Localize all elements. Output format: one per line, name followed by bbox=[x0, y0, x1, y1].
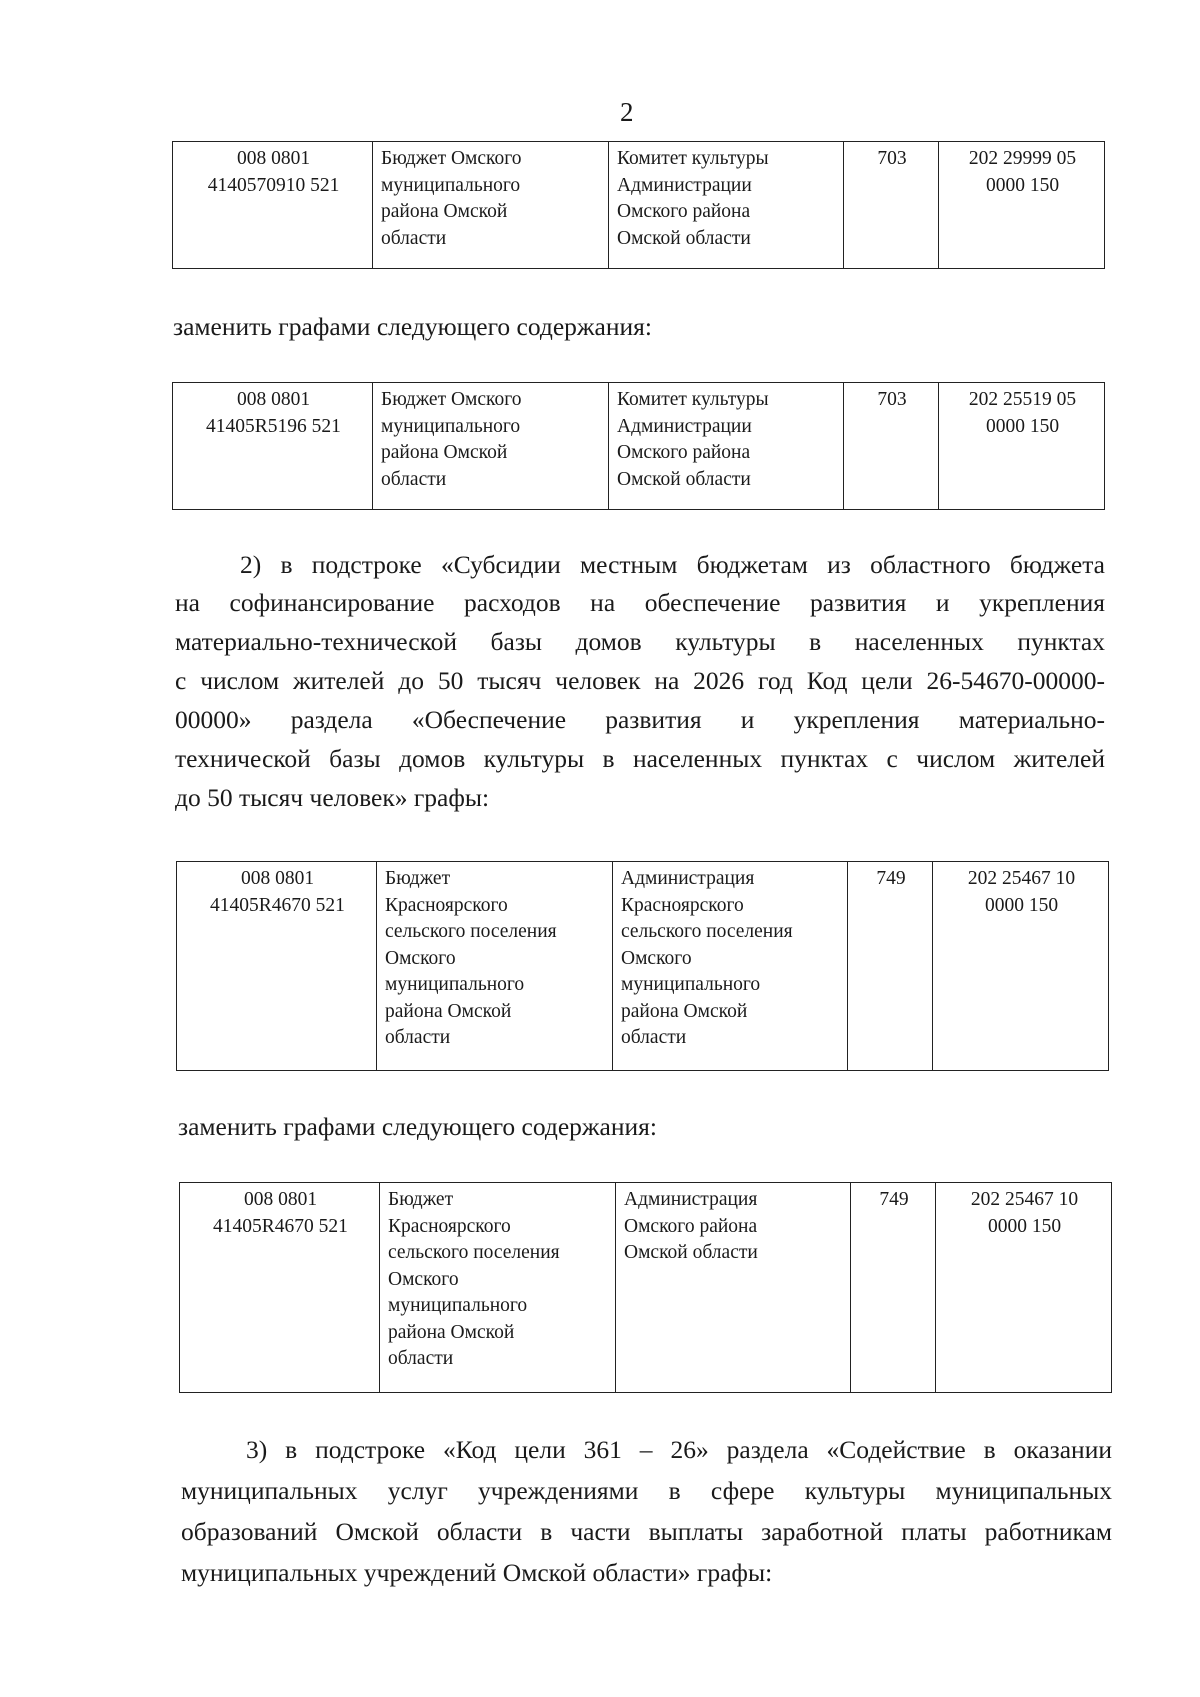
admin-cell: Администрация Красноярского сельского поселения Омского муниципального района Омской области bbox=[613, 862, 848, 1071]
paragraph-line: муниципальных учреждений Омской области» графы: bbox=[181, 1558, 773, 1587]
table-original-2 bbox=[176, 861, 1109, 1071]
table-row bbox=[173, 142, 1105, 269]
replace-text: заменить графами следующего содержания: bbox=[178, 1112, 657, 1141]
table-replacement-2 bbox=[179, 1182, 1112, 1393]
kbk-cell: 202 25467 10 0000 150 bbox=[936, 1183, 1112, 1393]
paragraph-line: технической базы домов культуры в населенных пунктах с числом жителей bbox=[175, 744, 1105, 773]
budget-cell: Бюджет Красноярского сельского поселения Омского муниципального района Омской области bbox=[377, 862, 613, 1071]
budget-cell: Бюджет Омского муниципального района Омской области bbox=[373, 142, 609, 269]
paragraph-line: с числом жителей до 50 тысяч человек на 2026 год Код цели 26-54670-00000- bbox=[175, 666, 1105, 695]
code-cell: 008 0801 41405R4670 521 bbox=[180, 1183, 380, 1393]
kbk-cell: 202 29999 05 0000 150 bbox=[939, 142, 1105, 269]
admin-cell: Комитет культуры Администрации Омского района Омской области bbox=[609, 383, 844, 510]
admin-cell: Комитет культуры Администрации Омского района Омской области bbox=[609, 142, 844, 269]
paragraph-line: 3) в подстроке «Код цели 361 – 26» раздела «Содействие в оказании bbox=[246, 1435, 1112, 1464]
code-cell: 008 0801 4140570910 521 bbox=[173, 142, 373, 269]
code-cell: 008 0801 41405R4670 521 bbox=[177, 862, 377, 1071]
kbk-cell: 202 25467 10 0000 150 bbox=[933, 862, 1109, 1071]
paragraph-line: образований Омской области в части выплаты заработной платы работникам bbox=[181, 1517, 1112, 1546]
admin-cell: Администрация Омского района Омской области bbox=[616, 1183, 851, 1393]
paragraph-line: 00000» раздела «Обеспечение развития и укрепления материально- bbox=[175, 705, 1105, 734]
table-row bbox=[173, 383, 1105, 510]
paragraph-line: материально-технической базы домов культуры в населенных пунктах bbox=[175, 627, 1105, 656]
table-row bbox=[177, 862, 1109, 1071]
replace-text: заменить графами следующего содержания: bbox=[173, 312, 652, 341]
kbk-cell: 202 25519 05 0000 150 bbox=[939, 383, 1105, 510]
code-cell: 008 0801 41405R5196 521 bbox=[173, 383, 373, 510]
paragraph-line: на софинансирование расходов на обеспечение развития и укрепления bbox=[175, 588, 1105, 617]
paragraph-line: до 50 тысяч человек» графы: bbox=[175, 783, 490, 812]
number-cell: 703 bbox=[844, 142, 939, 269]
paragraph-line: муниципальных услуг учреждениями в сфере культуры муниципальных bbox=[181, 1476, 1112, 1505]
budget-cell: Бюджет Красноярского сельского поселения Омского муниципального района Омской области bbox=[380, 1183, 616, 1393]
paragraph-line: 2) в подстроке «Субсидии местным бюджетам из областного бюджета bbox=[240, 550, 1105, 579]
number-cell: 703 bbox=[844, 383, 939, 510]
table-original-1 bbox=[172, 141, 1105, 269]
number-cell: 749 bbox=[848, 862, 933, 1071]
page-number: 2 bbox=[620, 97, 634, 127]
budget-cell: Бюджет Омского муниципального района Омской области bbox=[373, 383, 609, 510]
number-cell: 749 bbox=[851, 1183, 936, 1393]
table-row bbox=[180, 1183, 1112, 1393]
table-replacement-1 bbox=[172, 382, 1105, 510]
